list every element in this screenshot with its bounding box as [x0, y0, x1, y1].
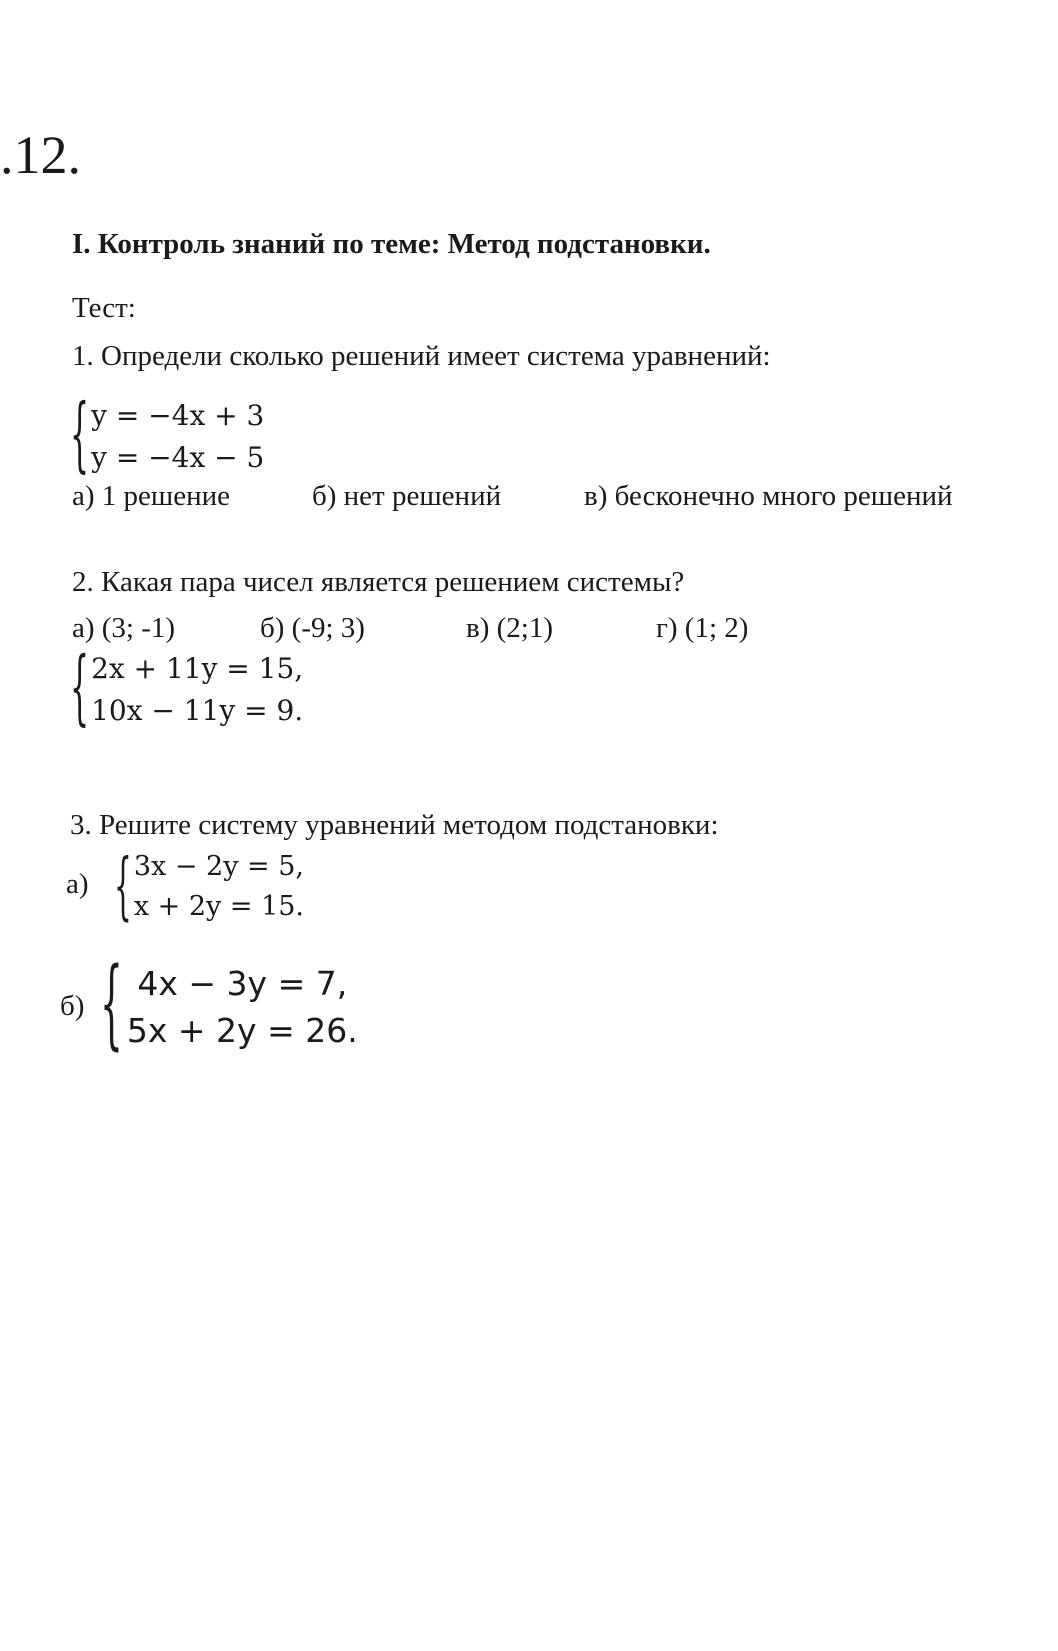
question-2-text: 2. Какая пара чисел является решением системы? — [72, 566, 685, 598]
page-number: .12. — [0, 125, 81, 185]
brace-icon: { — [70, 641, 90, 736]
brace-icon: { — [100, 950, 123, 1061]
question-3-part-a-system — [114, 842, 305, 929]
equation: 3x − 2y = 5, — [133, 851, 305, 882]
question-3-part-a-label: а) — [66, 868, 89, 900]
question-2-answer-d: г) (1; 2) — [656, 612, 749, 644]
equation: 4x − 3y = 7, — [126, 964, 348, 1003]
question-1-answer-a: а) 1 решение — [72, 480, 231, 512]
equation: 5x + 2y = 26. — [126, 1011, 358, 1050]
equation: y = −4x + 3 — [91, 399, 265, 432]
question-2-answer-c: в) (2;1) — [466, 612, 553, 644]
brace-icon: { — [70, 388, 90, 483]
question-2-answer-a: а) (3; -1) — [72, 612, 176, 644]
question-1-system — [70, 388, 265, 483]
question-3-part-b-label: б) — [60, 990, 85, 1022]
equation: y = −4x − 5 — [91, 441, 265, 474]
question-1-answer-b: б) нет решений — [312, 480, 502, 512]
question-3-text: 3. Решите систему уравнений методом подстановки: — [70, 809, 719, 841]
equation: 2x + 11y = 15, — [91, 652, 304, 685]
question-2-answer-b: б) (-9; 3) — [260, 612, 365, 644]
equation: 10x − 11y = 9. — [91, 694, 304, 727]
question-1-text: 1. Определи сколько решений имеет система уравнений: — [72, 340, 771, 372]
question-1-answer-c: в) бесконечно много решений — [584, 480, 953, 512]
question-2-system — [70, 641, 304, 736]
page-title: I. Контроль знаний по теме: Метод подстановки. — [72, 228, 711, 260]
brace-icon: { — [114, 842, 132, 929]
equation: x + 2y = 15. — [133, 891, 305, 922]
test-label: Тест: — [72, 292, 136, 324]
question-3-part-b-system — [100, 950, 358, 1061]
